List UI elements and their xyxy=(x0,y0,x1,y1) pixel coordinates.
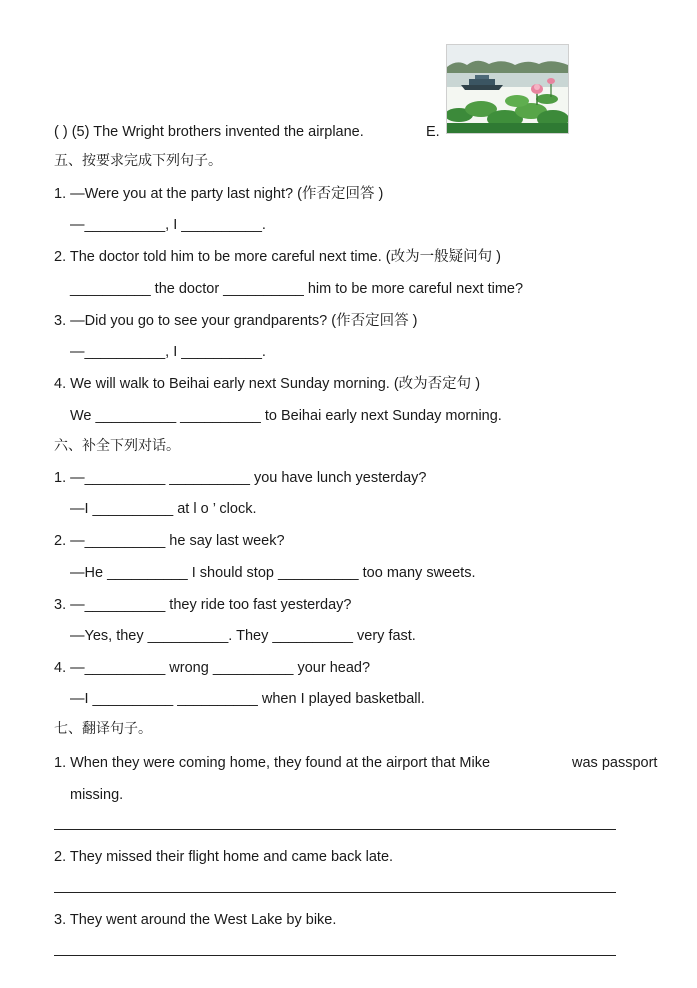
answer-rule-1 xyxy=(54,829,616,830)
section-5-heading: 五、按要求完成下列句子。 xyxy=(54,153,222,169)
s5-q3: 3. —Did you go to see your grandparents? (作否定回答 ) xyxy=(54,313,418,329)
s7-q1-cont: missing. xyxy=(70,787,124,803)
s6-q2: 2. —__________ he say last week? xyxy=(54,533,285,549)
s6-a1: —I __________ at l o ’ clock. xyxy=(70,501,257,517)
s5-q1: 1. —Were you at the party last night? (作否定回答 ) xyxy=(54,186,384,202)
s7-q1-tail: was passport xyxy=(572,755,658,771)
lotus-lake-photo xyxy=(446,44,569,134)
section-6-heading: 六、补全下列对话。 xyxy=(54,438,180,454)
question-5 xyxy=(54,123,364,141)
section-7-heading: 七、翻译句子。 xyxy=(54,721,152,737)
s5-a2: __________ the doctor __________ him to be more careful next time? xyxy=(70,281,524,297)
answer-rule-3 xyxy=(54,955,616,956)
answer-rule-2 xyxy=(54,892,616,893)
s7-q1: 1. When they were coming home, they found at the airport that Mike xyxy=(54,755,491,771)
s6-q1: 1. —__________ __________ you have lunch yesterday? xyxy=(54,470,427,486)
s5-a4: We __________ __________ to Beihai early next Sunday morning. xyxy=(70,408,502,424)
s7-q3: 3. They went around the West Lake by bike. xyxy=(54,912,337,928)
s6-a4: —I __________ __________ when I played basketball. xyxy=(70,691,425,707)
option-e-label: E. xyxy=(426,124,440,140)
s6-q3: 3. —__________ they ride too fast yesterday? xyxy=(54,597,352,613)
s6-a3: —Yes, they __________. They __________ very fast. xyxy=(70,628,416,644)
s5-a1: —__________, I __________. xyxy=(70,217,266,233)
answer-paren: ( ) xyxy=(54,124,68,140)
s6-a2: —He __________ I should stop __________ too many sweets. xyxy=(70,565,476,581)
s5-q2: 2. The doctor told him to be more careful next time. (改为一般疑问句 ) xyxy=(54,249,501,265)
s5-q4: 4. We will walk to Beihai early next Sunday morning. (改为否定句 ) xyxy=(54,376,481,392)
s6-q4: 4. —__________ wrong __________ your head? xyxy=(54,660,371,676)
question-5-text: (5) The Wright brothers invented the airplane. xyxy=(71,124,364,140)
s7-q2: 2. They missed their flight home and came back late. xyxy=(54,849,394,865)
s5-a3: —__________, I __________. xyxy=(70,344,266,360)
